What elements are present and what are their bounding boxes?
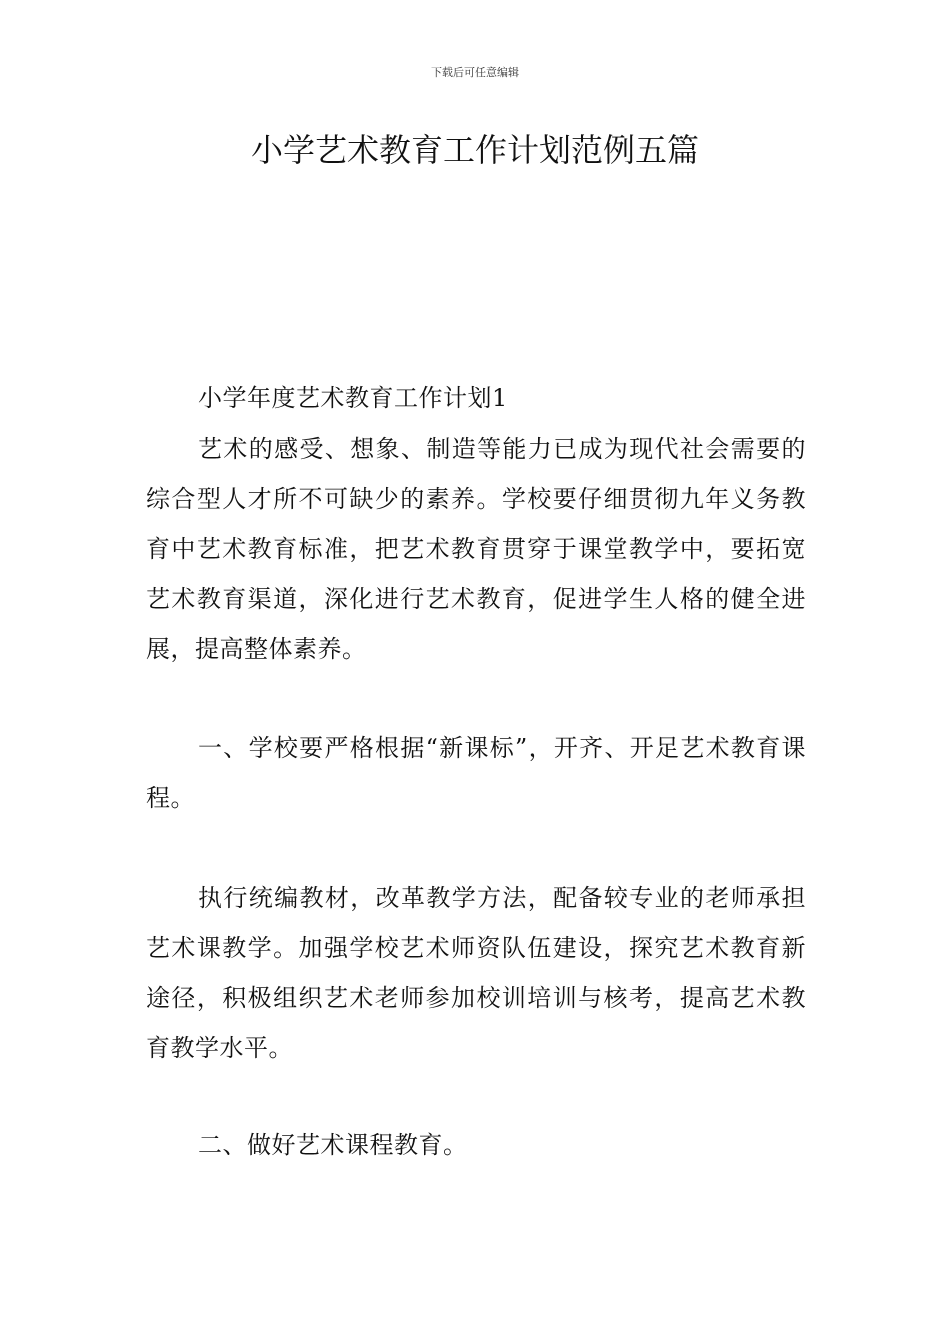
section-one-heading: 一、学校要严格根据“新课标”，开齐、开足艺术教育课程。 [146,734,806,812]
intro-paragraph: 艺术的感受、想象、制造等能力已成为现代社会需要的综合型人才所不可缺少的素养。学校要仔细贯彻九年义务教育中艺术教育标准，把艺术教育贯穿于课堂教学中，要拓宽艺术教育渠道，深化进行艺术教育，促进学生人格的健全进展，提高整体素养。 [146,435,806,663]
section-one-body: 执行统编教材，改革教学方法，配备较专业的老师承担艺术课教学。加强学校艺术师资队伍建设，探究艺术教育新途径，积极组织艺术老师参加校训培训与核考，提高艺术教育教学水平。 [146,884,806,1062]
section-two-heading: 二、做好艺术课程教育。 [198,1131,468,1159]
header-watermark: 下载后可任意编辑 [431,66,519,79]
document-title: 小学艺术教育工作计划范例五篇 [250,131,699,169]
plan-heading: 小学年度艺术教育工作计划1 [198,384,508,412]
